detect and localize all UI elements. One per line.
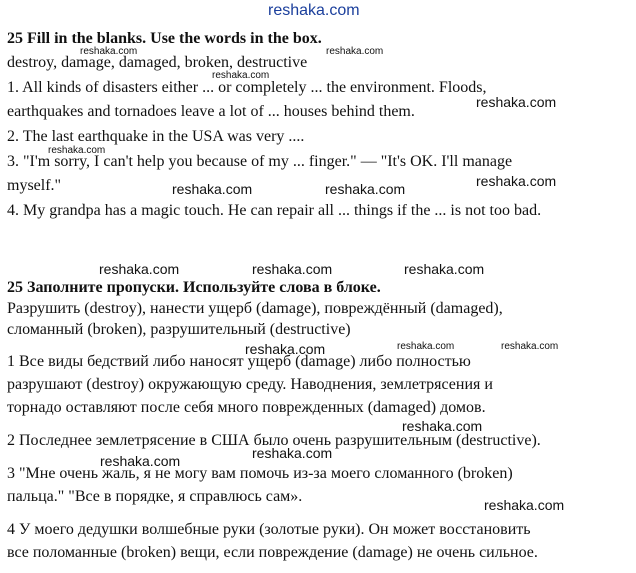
site-watermark: reshaka.com xyxy=(252,261,333,277)
site-watermark-top: reshaka.com xyxy=(268,2,360,19)
word-box-ru: Разрушить (destroy), нанести ущерб (damage), повреждённый (damaged), xyxy=(7,300,503,317)
site-watermark: reshaka.com xyxy=(325,181,406,197)
site-watermark: reshaka.com xyxy=(172,181,253,197)
word-box-ru: сломанный (broken), разрушительный (destructive) xyxy=(7,321,351,338)
site-watermark: reshaka.com xyxy=(212,70,270,81)
site-watermark: reshaka.com xyxy=(252,445,333,461)
site-watermark: reshaka.com xyxy=(80,46,138,57)
site-watermark: reshaka.com xyxy=(326,46,384,57)
answer-line-ru: пальца." "Все в порядке, я справлюсь сам». xyxy=(7,488,303,505)
site-watermark: reshaka.com xyxy=(99,261,180,277)
word-box-en: destroy, damage, damaged, broken, destructive xyxy=(7,54,308,71)
answer-line-ru: разрушают (destroy) окружающую среду. Наводнения, землетрясения и xyxy=(7,376,493,393)
exercise-title-en: 25 Fill in the blanks. Use the words in the box. xyxy=(7,30,322,47)
answer-line-ru: 3 "Мне очень жаль, я не могу вам помочь из-за моего сломанного (broken) xyxy=(7,465,513,482)
exercise-line-en: earthquakes and tornadoes leave a lot of ... houses behind them. xyxy=(7,103,415,120)
exercise-line-en: 2. The last earthquake in the USA was very .... xyxy=(7,128,305,145)
exercise-title-ru: 25 Заполните пропуски. Используйте слова в блоке. xyxy=(7,279,381,296)
answer-line-ru: 1 Все виды бедствий либо наносят ущерб (damage) либо полностью xyxy=(7,353,471,370)
answer-line-ru: торнадо оставляют после себя много поврежденных (damaged) домов. xyxy=(7,399,486,416)
site-watermark: reshaka.com xyxy=(48,145,106,156)
site-watermark: reshaka.com xyxy=(100,453,181,469)
site-watermark: reshaka.com xyxy=(501,341,559,352)
exercise-line-en: 4. My grandpa has a magic touch. He can repair all ... things if the ... is not too bad. xyxy=(7,202,542,219)
answer-line-ru: 4 У моего дедушки волшебные руки (золотые руки). Он может восстановить xyxy=(7,521,531,538)
answer-line-ru: все поломанные (broken) вещи, если повреждение (damage) не очень сильное. xyxy=(7,544,538,561)
answer-line-ru: 2 Последнее землетрясение в США было очень разрушительным (destructive). xyxy=(7,432,541,449)
exercise-line-en: 3. "I'm sorry, I can't help you because of my ... finger." — "It's OK. I'll manage xyxy=(7,153,513,170)
site-watermark: reshaka.com xyxy=(402,418,483,434)
site-watermark: reshaka.com xyxy=(484,497,565,513)
site-watermark: reshaka.com xyxy=(476,94,557,110)
site-watermark: reshaka.com xyxy=(404,261,485,277)
site-watermark: reshaka.com xyxy=(245,341,326,357)
site-watermark: reshaka.com xyxy=(476,173,557,189)
exercise-line-en: 1. All kinds of disasters either ... or completely ... the environment. Floods, xyxy=(7,79,487,96)
exercise-line-en: myself." xyxy=(7,177,62,194)
site-watermark: reshaka.com xyxy=(397,341,455,352)
